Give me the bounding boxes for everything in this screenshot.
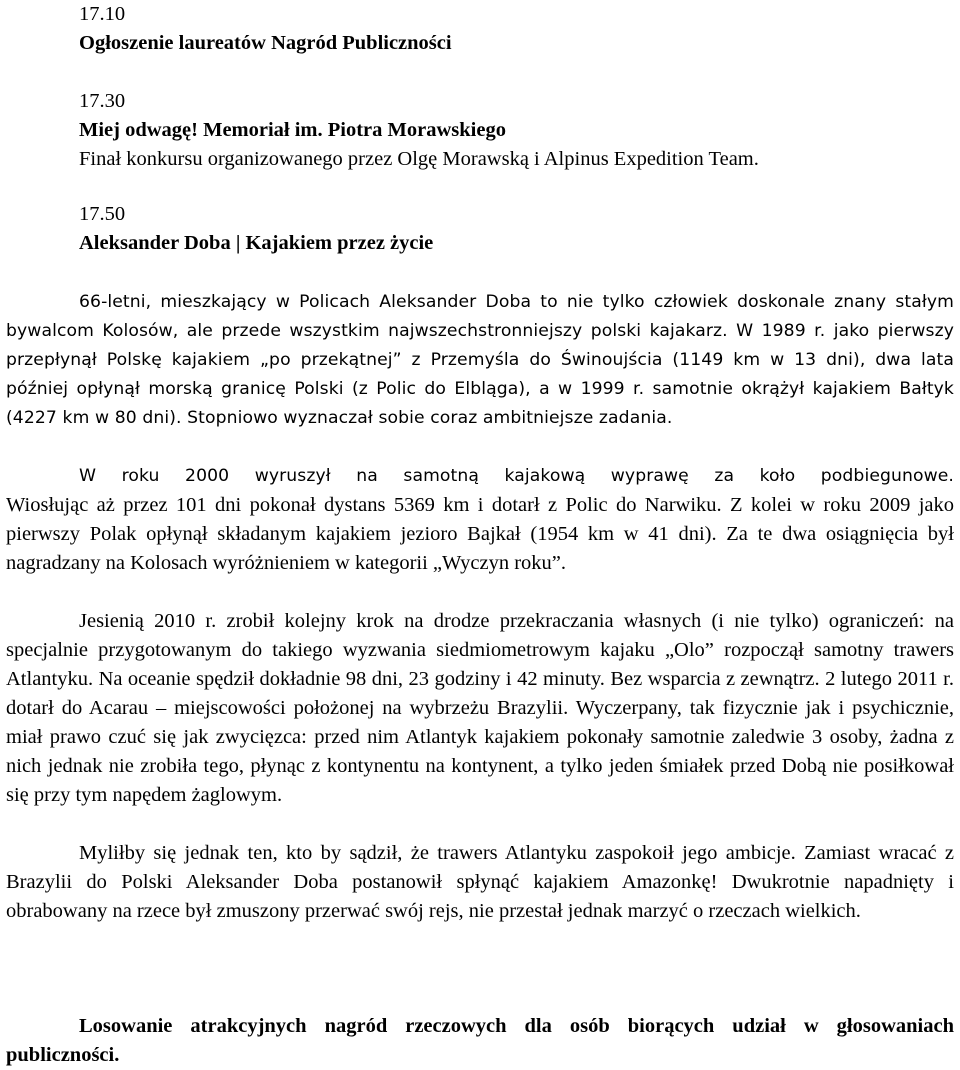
event-3-paragraph-5: Myliłby się jednak ten, kto by sądził, że trawers Atlantyku zaspokoił jego ambicje. Zamiast wracać z Brazylii do Polski Aleksander Doba postanowił spłynąć kajakiem Amazonkę! Dwukrotnie napadnięty i obrabowany na rzece był zmuszony przerwać swój rejs, nie przestał jednak marzyć o rzeczach wielkich.: [6, 842, 954, 922]
event-1-title: Ogłoszenie laureatów Nagród Publiczności: [79, 32, 452, 54]
event-1-time: 17.10: [79, 3, 126, 25]
event-3-paragraph-3: Wiosłując aż przez 101 dni pokonał dystans 5369 km i dotarł z Polic do Narwiku. Z kolei w roku 2009 jako pierwszy Polak opłynął składanym kajakiem jezioro Bajkał (1954 km w 41 dni). Za te dwa osiągnięcia był nagradzany na Kolosach wyróżnieniem w kategorii „Wyczyn roku”.: [6, 494, 954, 574]
event-3-title: Aleksander Doba | Kajakiem przez życie: [79, 232, 434, 254]
event-3-paragraph-2: W roku 2000 wyruszył na samotną kajakową wyprawę za koło podbiegunowe.: [79, 466, 954, 486]
event-3-intro-paragraph: 66-letni, mieszkający w Policach Aleksander Doba to nie tylko człowiek doskonale znany stałym bywalcom Kolosów, ale przede wszystkim najwszechstronniejszy polski kajakarz. W 1989 r. jako pierwszy przepłynął Polskę kajakiem „po przekątnej” z Przemyśla do Świnoujścia (1149 km w 13 dni), dwa lata później opłynął morską granicę Polski (z Polic do Elbląga), a w 1999 r. samotnie okrążył kajakiem Bałtyk (4227 km w 80 dni). Stopniowo wyznaczał sobie coraz ambitniejsze zadania.: [6, 292, 954, 428]
event-2-subtitle: Finał konkursu organizowanego przez Olgę Morawską i Alpinus Expedition Team.: [79, 148, 759, 170]
event-2-title: Miej odwagę! Memoriał im. Piotra Morawskiego: [79, 119, 506, 141]
event-2-time: 17.30: [79, 90, 126, 112]
event-1: [6, 0, 960, 58]
event-2: [6, 87, 960, 174]
event-3-header: [6, 200, 960, 258]
event-3-time: 17.50: [79, 203, 126, 225]
event-3-paragraph-4: Jesienią 2010 r. zrobił kolejny krok na drodze przekraczania własnych (i nie tylko) ograniczeń: na specjalnie przygotowanym do takiego wyzwania siedmiometrowym kajaku „Olo” rozpoczął samotny trawers Atlantyku. Na oceanie spędził dokładnie 98 dni, 23 godziny i 42 minuty. Bez wsparcia z zewnątrz. 2 lutego 2011 r. dotarł do Acarau – miejscowości położonej na wybrzeżu Brazylii. Wyczerpany, tak fizycznie jak i psychicznie, miał prawo czuć się jak zwycięzca: przed nim Atlantyk kajakiem pokonały samotnie zaledwie 3 osoby, żadna z nich jednak nie zrobiła tego, płynąc z kontynentu na kontynent, a tylko jeden śmiałek przed Dobą nie posiłkował się przy tym napędem żaglowym.: [6, 610, 954, 806]
closing-announcement: Losowanie atrakcyjnych nagród rzeczowych dla osób biorących udział w głosowaniach publiczności.: [6, 1015, 954, 1066]
